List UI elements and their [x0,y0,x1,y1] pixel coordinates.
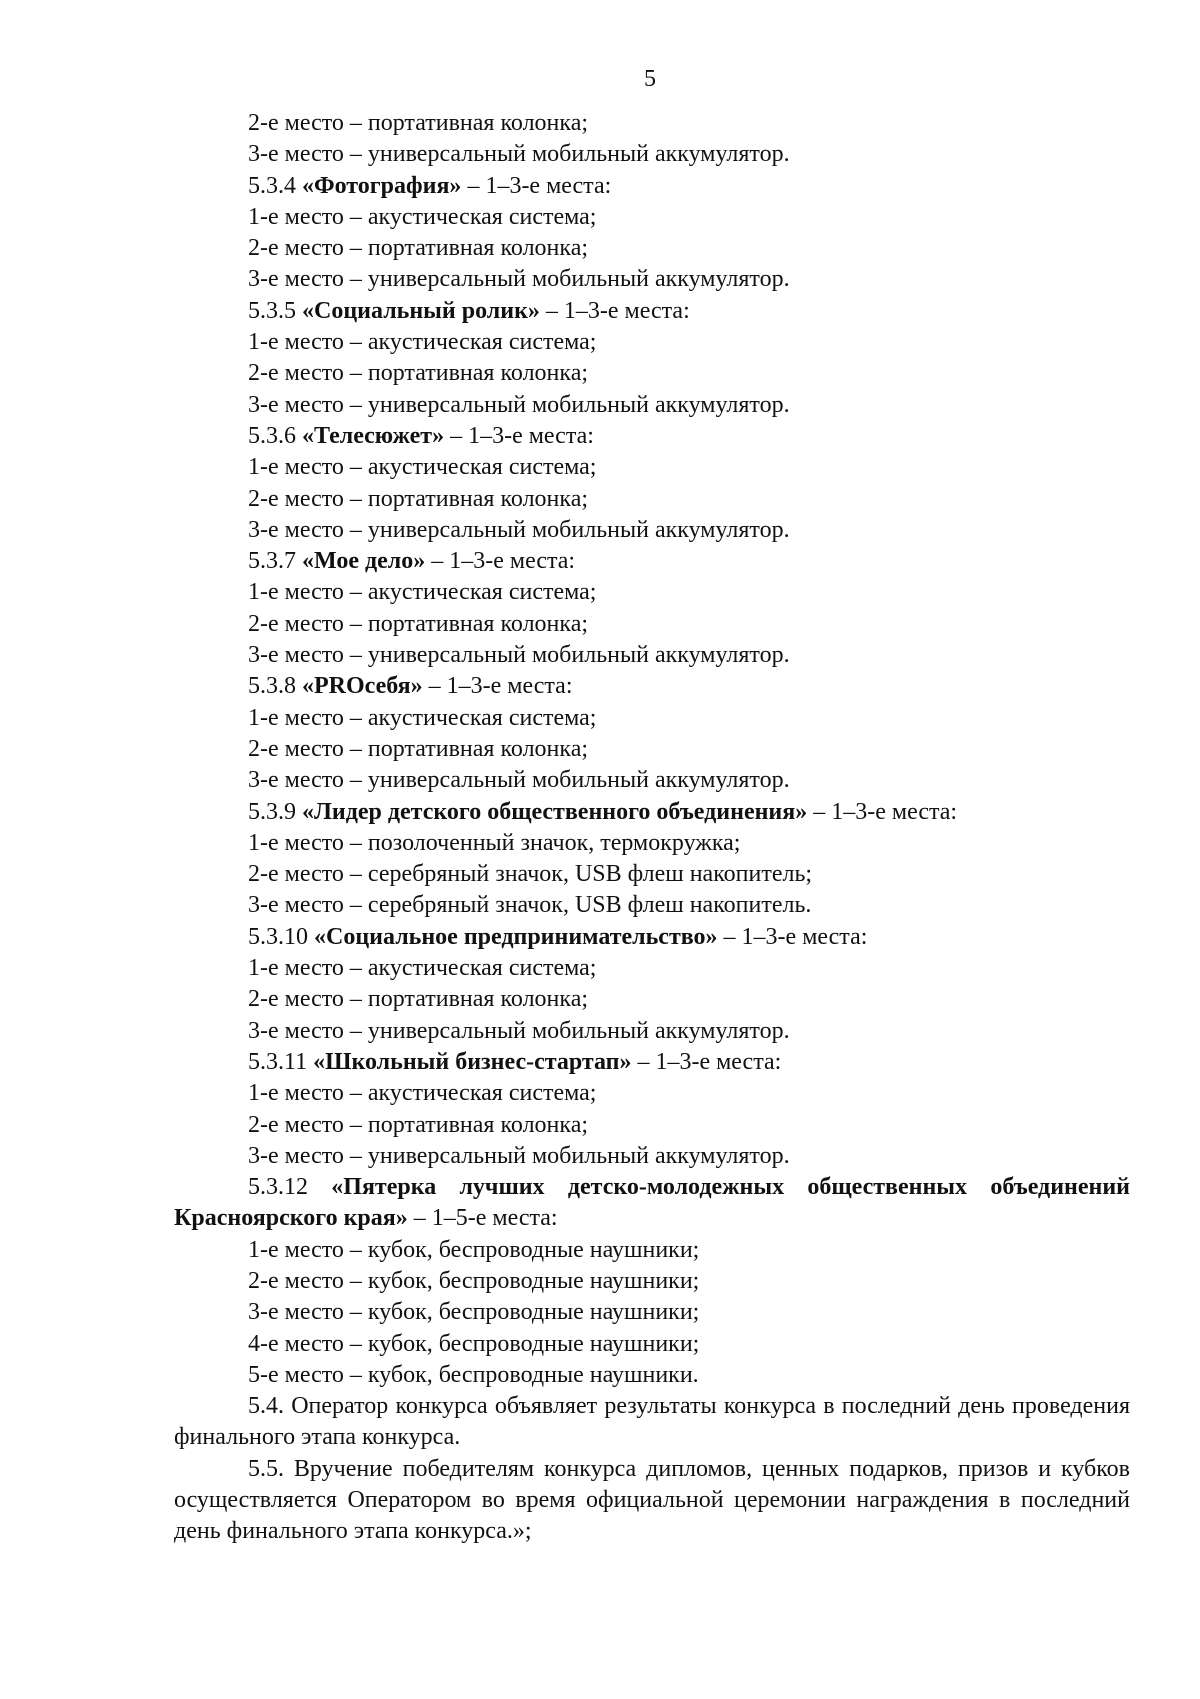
list-item: 3-е место – универсальный мобильный аккумулятор. [248,141,790,168]
section-heading [174,671,1130,702]
list-item: 3-е место – универсальный мобильный аккумулятор. [248,391,790,418]
section-number: 5.3.12 [248,1174,308,1201]
section-heading [174,922,1130,953]
section-title: «Социальный ролик» [302,297,540,324]
list-item: 2-е место – портативная колонка; [248,110,589,136]
section-title: «Школьный бизнес-стартап» [313,1048,632,1075]
list-item: 2-е место – портативная колонка; [248,360,589,387]
section-suffix: – 1–3-е места: [425,548,576,575]
section-title: «Лидер детского общественного объединения» [302,798,808,825]
section-heading [174,296,1130,327]
section-heading-5-3-12 [174,1172,1130,1235]
list-item: 3-е место – универсальный мобильный аккумулятор. [248,1142,790,1169]
list-item: 1-е место – акустическая система; [248,203,597,230]
list-item: 3-е место – универсальный мобильный аккумулятор. [248,642,790,669]
section-suffix: – 1–5-е места: [407,1205,558,1232]
list-item: 4-е место – кубок, беспроводные наушники; [248,1330,700,1357]
list-item: 2-е место – портативная колонка; [248,485,589,512]
list-item: 5-е место – кубок, беспроводные наушники. [248,1361,699,1388]
list-item: 2-е место – серебряный значок, USB флеш накопитель; [248,861,813,888]
section-heading [174,797,1130,828]
section-title: «Пятерка лучших детско-молодежных общественных объединений Красноярского края» [174,1174,1130,1232]
section-suffix: – 1–3-е места: [717,923,868,950]
section-number: 5.3.8 [248,673,296,700]
section-number: 5.3.5 [248,297,296,324]
section-suffix: – 1–3-е места: [444,422,594,449]
list-item: 3-е место – универсальный мобильный аккумулятор. [248,1017,790,1044]
list-item: 2-е место – портативная колонка; [248,986,589,1013]
list-item: 3-е место – универсальный мобильный аккумулятор. [248,767,790,794]
list-item: 1-е место – акустическая система; [248,579,597,606]
list-item: 1-е место – акустическая система; [248,329,597,356]
document-body [174,108,1130,1548]
section-heading [174,171,1130,202]
list-item: 2-е место – портативная колонка; [248,1111,589,1138]
section-number: 5.3.6 [248,422,296,449]
list-item: 3-е место – кубок, беспроводные наушники; [248,1299,700,1326]
list-item: 3-е место – универсальный мобильный аккумулятор. [248,266,790,293]
section-number: 5.3.10 [248,923,308,950]
list-item: 2-е место – кубок, беспроводные наушники; [248,1267,700,1294]
list-item: 1-е место – акустическая система; [248,1080,597,1107]
section-title: «Мое дело» [302,548,426,575]
section-heading [174,546,1130,577]
section-number: 5.3.4 [248,172,296,199]
list-item: 1-е место – кубок, беспроводные наушники; [248,1236,700,1263]
list-item: 3-е место – серебряный значок, USB флеш накопитель. [248,892,812,919]
section-number: 5.3.9 [248,798,296,825]
section-suffix: – 1–3-е места: [539,297,690,324]
prize-sections [174,171,1130,1173]
section-number: 5.3.7 [248,548,296,575]
list-item: 1-е место – акустическая система; [248,955,597,982]
section-suffix: – 1–3-е места: [422,673,573,700]
section-heading [174,1047,1130,1078]
section-number: 5.3.11 [248,1048,308,1075]
page-number: 5 [644,66,656,92]
paragraph-5-4: 5.4. Оператор конкурса объявляет результаты конкурса в последний день проведения финального этапа конкурса. [174,1393,1130,1451]
section-suffix: – 1–3-е места: [807,798,958,825]
section-heading [174,421,1130,452]
section-title: «Телесюжет» [302,422,445,449]
list-item: 1-е место – акустическая система; [248,454,597,481]
section-title: «Фотография» [302,172,462,199]
list-item: 2-е место – портативная колонка; [248,610,589,637]
section-suffix: – 1–3-е места: [461,172,612,199]
list-item: 2-е место – портативная колонка; [248,235,589,262]
list-item: 1-е место – акустическая система; [248,704,597,731]
section-suffix: – 1–3-е места: [631,1048,782,1075]
paragraph-5-5: 5.5. Вручение победителям конкурса дипломов, ценных подарков, призов и кубков осуществляется Оператором во время официальной церемонии награждения в последний день финального этапа конкурса.»; [174,1455,1130,1545]
list-item: 1-е место – позолоченный значок, термокружка; [248,829,741,856]
list-item: 3-е место – универсальный мобильный аккумулятор. [248,516,790,543]
list-item: 2-е место – портативная колонка; [248,735,589,762]
section-title: «Социальное предпринимательство» [314,923,718,950]
section-title: «PROсебя» [302,673,423,700]
